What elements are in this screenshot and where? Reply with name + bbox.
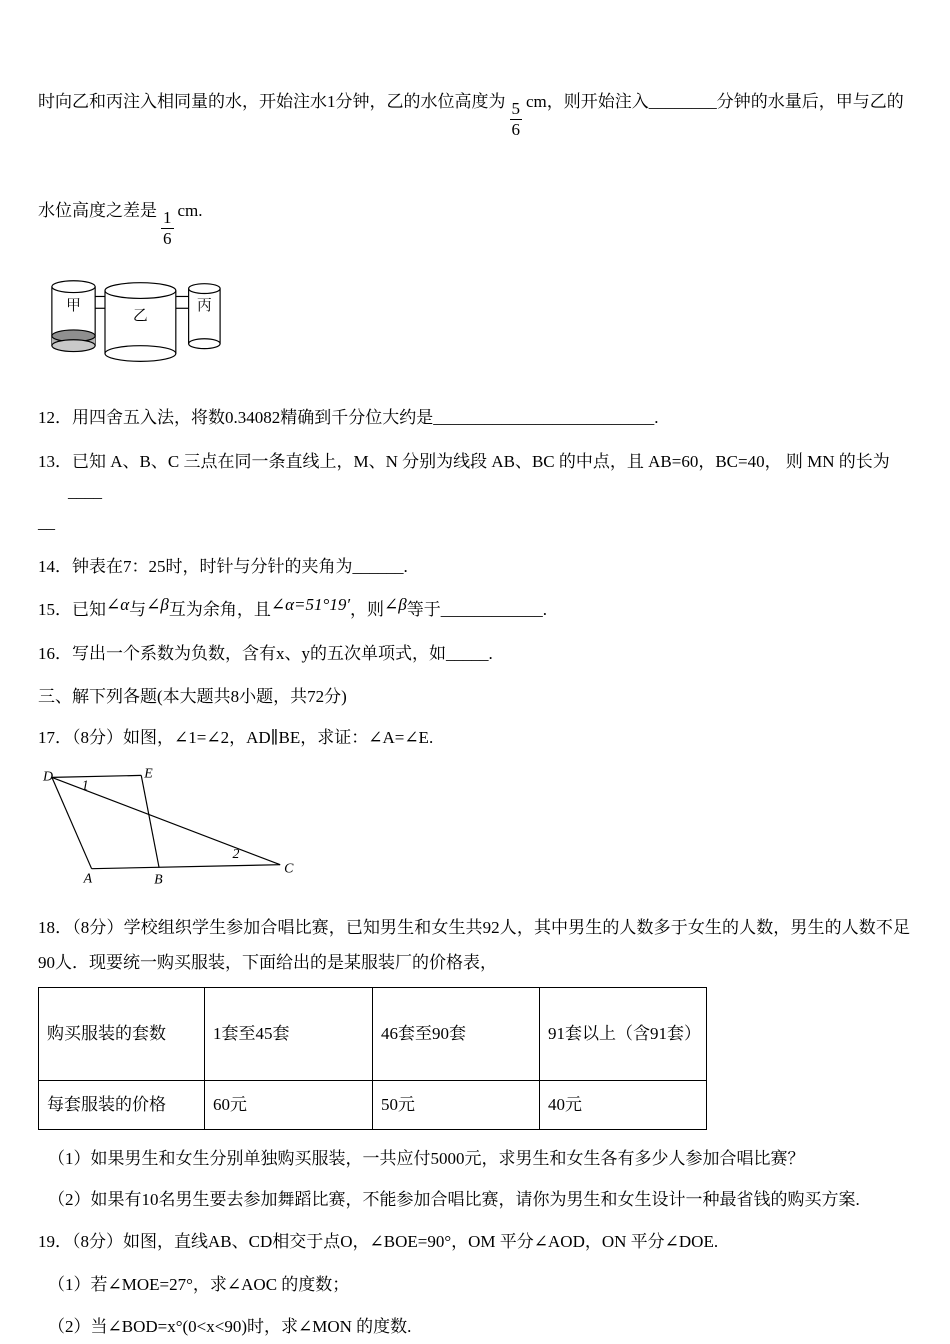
question-19-intro: 19．（8分）如图，直线AB、CD相交于点O，∠BOE=90°，OM 平分∠AOD，ON 平分∠DOE. (38, 1231, 719, 1251)
fraction-five-sixths (510, 99, 523, 139)
text-run: 与 (129, 600, 147, 620)
text-run: 时向乙和丙注入相同量的水，开始注水1分钟，乙的水位高度为 (38, 92, 506, 111)
angle-label-1: 1 (81, 777, 89, 793)
answer-blank: ______ (352, 556, 404, 576)
container-bing-label: 丙 (196, 298, 212, 315)
table-cell: 60元 (205, 1080, 373, 1129)
paragraph-water-line2 (38, 197, 910, 248)
text-run: . (654, 408, 659, 428)
text-run: 12．用四舍五入法，将数0.34082精确到千分位大约是 (38, 408, 434, 428)
fraction-numerator: 5 (511, 99, 520, 118)
question-18-sub2: （2）如果有10名男生要去参加舞蹈比赛，不能参加合唱比赛，请你为男生和女生设计一种最省钱的购买方案. (48, 1190, 860, 1210)
point-label-B: B (154, 872, 163, 888)
text-run: 15．已知 (38, 600, 106, 620)
text-run: 水位高度之差是 (38, 201, 157, 221)
fraction-denominator: 6 (163, 228, 172, 248)
container-yi-label: 乙 (133, 308, 148, 325)
fraction-numerator: 1 (163, 208, 172, 228)
text-run: ，则 (350, 600, 385, 620)
table-cell: 1套至45套 (205, 987, 373, 1080)
table-cell: 40元 (540, 1080, 707, 1129)
question-19-sub1: （1）若∠MOE=27°，求∠AOC 的度数； (48, 1275, 350, 1295)
question-14 (38, 552, 910, 583)
question-16 (38, 639, 910, 670)
point-label-D: D (42, 768, 54, 784)
question-15 (38, 595, 910, 626)
table-cell: 购买服装的套数 (39, 987, 205, 1080)
q17-geometry-figure (42, 767, 910, 894)
answer-blank-minutes: ________ (648, 92, 717, 111)
math-angle-alpha-value: ∠α=51°19′ (270, 595, 351, 615)
question-13 (38, 447, 910, 539)
math-angle-alpha: ∠α (106, 595, 130, 615)
fraction-one-sixth (161, 208, 174, 248)
math-angle-beta: ∠β (384, 595, 407, 615)
question-12 (38, 403, 910, 434)
price-table (38, 987, 707, 1130)
text-run: . (542, 600, 548, 620)
answer-blank: __________________________ (433, 408, 655, 428)
text-run: 13．已知 A、B、C 三点在同一条直线上，M、N 分别为线段 AB、BC 的中点，且 AB=60，BC=40， 则 MN 的长为 (38, 451, 890, 471)
table-row-price (39, 1080, 707, 1129)
text-run: . (488, 643, 493, 663)
q17-figure-svg (42, 767, 300, 889)
point-label-C: C (284, 861, 294, 877)
answer-blank: _____ (446, 643, 489, 663)
table-row-quantity (39, 987, 707, 1080)
containers-figure-svg (44, 274, 226, 376)
text-run: 互为余角，且 (168, 600, 271, 620)
question-18-intro: 18．（8分）学校组织学生参加合唱比赛，已知男生和女生共92人，其中男生的人数多于女生的人数，男生的人数不足90人．现要统一购买服装，下面给出的是某服装厂的价格表， (38, 917, 910, 973)
containers-figure (44, 274, 910, 381)
point-label-A: A (83, 871, 93, 887)
answer-blank-continued: __ (38, 512, 55, 532)
text-run: 14．钟表在7：25时，时针与分针的夹角为 (38, 556, 353, 576)
question-19-sub2: （2）当∠BOD=x°(0<x<90)时，求∠MON 的度数. (48, 1316, 412, 1336)
table-cell: 46套至90套 (373, 987, 540, 1080)
container-jia-label: 甲 (66, 298, 81, 315)
fraction-denominator: 6 (511, 119, 520, 139)
point-label-E: E (144, 766, 153, 781)
answer-blank: ____________ (440, 600, 543, 620)
text-run: 16．写出一个系数为负数，含有x、y的五次单项式，如 (38, 643, 446, 663)
text-run: cm. (177, 201, 203, 221)
section-heading: 三、解下列各题(本大题共8小题，共72分) (38, 687, 347, 707)
text-run: . (403, 556, 408, 576)
answer-blank: ____ (68, 482, 102, 502)
table-cell: 50元 (373, 1080, 540, 1129)
table-cell: 每套服装的价格 (39, 1080, 205, 1129)
math-angle-beta: ∠β (146, 595, 169, 615)
text-run: 等于 (406, 600, 441, 620)
question-17: 17．（8分）如图，∠1=∠2，AD∥BE，求证：∠A=∠E. (38, 727, 434, 747)
question-18-sub1: （1）如果男生和女生分别单独购买服装，一共应付5000元，求男生和女生各有多少人参加合唱比赛？ (48, 1148, 805, 1168)
table-cell: 91套以上（含91套） (540, 987, 707, 1080)
text-run: cm，则开始注入 (526, 92, 649, 111)
paragraph-water-line1 (38, 88, 910, 139)
angle-label-2: 2 (232, 846, 240, 862)
text-run: 分钟的水量后，甲与乙的 (716, 92, 904, 111)
